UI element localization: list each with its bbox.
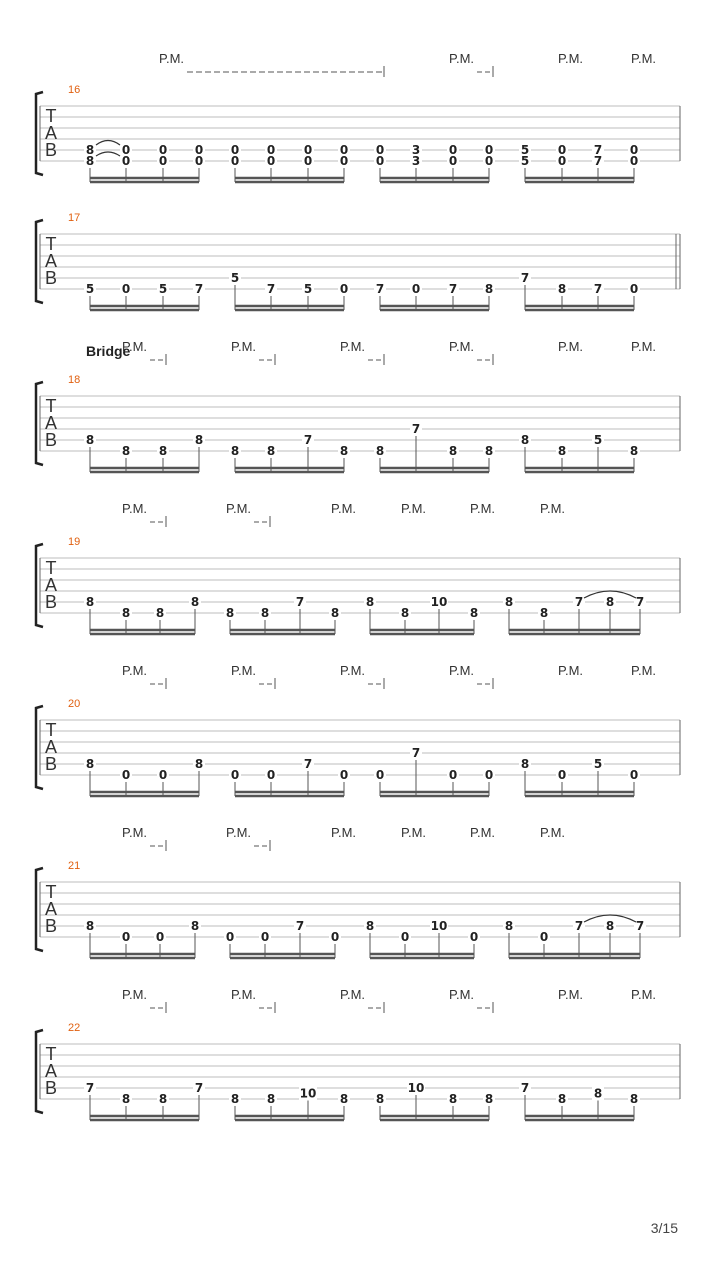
fret-number: 0 xyxy=(375,143,385,157)
fret-number: 0 xyxy=(539,930,549,944)
fret-number: 8 xyxy=(484,1092,494,1106)
fret-number: 0 xyxy=(158,143,168,157)
fret-number: 7 xyxy=(411,746,421,760)
fret-number: 7 xyxy=(574,919,584,933)
tab-clef-letter: B xyxy=(44,916,58,936)
fret-number: 0 xyxy=(339,768,349,782)
tie-arc xyxy=(96,152,120,156)
palm-mute-marking: P.M. xyxy=(231,663,257,678)
fret-number: 0 xyxy=(557,768,567,782)
palm-mute-marking: P.M. xyxy=(226,501,252,516)
fret-number: 8 xyxy=(504,595,514,609)
fret-number: 8 xyxy=(520,757,530,771)
palm-mute-marking: P.M. xyxy=(631,663,657,678)
fret-number: 8 xyxy=(330,606,340,620)
fret-number: 7 xyxy=(266,282,276,296)
bar-number: 21 xyxy=(68,860,81,872)
fret-number: 0 xyxy=(629,154,639,168)
palm-mute-marking: P.M. xyxy=(401,501,427,516)
tab-clef-letter: A xyxy=(44,251,58,271)
tab-clef-letter: A xyxy=(44,737,58,757)
fret-number: 8 xyxy=(605,919,615,933)
fret-number: 7 xyxy=(593,282,603,296)
tab-clef-letter: A xyxy=(44,123,58,143)
fret-number: 8 xyxy=(557,444,567,458)
fret-number: 0 xyxy=(266,768,276,782)
fret-number: 0 xyxy=(121,768,131,782)
bar-number: 19 xyxy=(68,536,81,548)
fret-number: 3 xyxy=(411,143,421,157)
fret-number: 8 xyxy=(158,1092,168,1106)
fret-number: 0 xyxy=(121,282,131,296)
fret-number: 8 xyxy=(448,444,458,458)
fret-number: 8 xyxy=(593,1086,603,1101)
fret-number: 7 xyxy=(375,282,385,296)
tab-clef-letter: A xyxy=(44,413,58,433)
fret-number: 5 xyxy=(520,154,530,168)
fret-number: 8 xyxy=(484,282,494,296)
tab-clef-letter: B xyxy=(44,140,58,160)
fret-number: 0 xyxy=(339,143,349,157)
fret-number: 0 xyxy=(266,143,276,157)
fret-number: 0 xyxy=(375,768,385,782)
fret-number: 0 xyxy=(448,143,458,157)
tab-clef-letter: B xyxy=(44,1078,58,1098)
fret-number: 8 xyxy=(85,919,95,933)
fret-number: 8 xyxy=(375,1092,385,1106)
fret-number: 0 xyxy=(194,143,204,157)
fret-number: 8 xyxy=(484,444,494,458)
fret-number: 0 xyxy=(260,930,270,944)
palm-mute-marking: P.M. xyxy=(540,501,566,516)
fret-number: 0 xyxy=(194,154,204,168)
fret-number: 5 xyxy=(158,282,168,296)
fret-number: 0 xyxy=(629,143,639,157)
palm-mute-marking: P.M. xyxy=(558,339,584,354)
fret-number: 0 xyxy=(158,768,168,782)
fret-number: 7 xyxy=(194,282,204,296)
fret-number: 10 xyxy=(407,1081,425,1095)
tab-clef-letter: T xyxy=(45,1044,57,1064)
fret-number: 8 xyxy=(266,444,276,458)
palm-mute-marking: P.M. xyxy=(340,663,366,678)
fret-number: 8 xyxy=(629,444,639,458)
fret-number: 0 xyxy=(448,768,458,782)
fret-number: 8 xyxy=(260,606,270,620)
fret-number: 7 xyxy=(411,422,421,436)
tab-clef-letter: T xyxy=(45,106,57,126)
fret-number: 8 xyxy=(85,154,95,168)
fret-number: 7 xyxy=(593,143,603,157)
bar-number: 18 xyxy=(68,374,81,386)
fret-number: 0 xyxy=(230,154,240,168)
palm-mute-marking: P.M. xyxy=(401,825,427,840)
tab-clef-letter: A xyxy=(44,575,58,595)
fret-number: 7 xyxy=(635,595,645,609)
fret-number: 0 xyxy=(557,154,567,168)
fret-number: 8 xyxy=(155,606,165,620)
palm-mute-marking: P.M. xyxy=(449,663,475,678)
bar-number: 17 xyxy=(68,212,81,224)
fret-number: 8 xyxy=(339,1092,349,1106)
palm-mute-marking: P.M. xyxy=(449,51,475,66)
fret-number: 8 xyxy=(266,1092,276,1106)
tab-clef-letter: B xyxy=(44,430,58,450)
fret-number: 7 xyxy=(295,919,305,933)
fret-number: 7 xyxy=(520,271,530,285)
palm-mute-marking: P.M. xyxy=(449,339,475,354)
fret-number: 8 xyxy=(121,1092,131,1106)
fret-number: 8 xyxy=(557,1092,567,1106)
fret-number: 8 xyxy=(400,606,410,620)
fret-number: 0 xyxy=(121,143,131,157)
fret-number: 0 xyxy=(400,930,410,944)
fret-number: 0 xyxy=(411,282,421,296)
fret-number: 0 xyxy=(484,154,494,168)
fret-number: 7 xyxy=(635,919,645,933)
palm-mute-marking: P.M. xyxy=(122,987,148,1002)
section-label: Bridge xyxy=(86,343,131,359)
palm-mute-marking: P.M. xyxy=(122,663,148,678)
fret-number: 0 xyxy=(448,154,458,168)
fret-number: 0 xyxy=(339,154,349,168)
bar-number: 20 xyxy=(68,698,81,710)
tab-clef-letter: T xyxy=(45,882,57,902)
fret-number: 0 xyxy=(484,768,494,782)
fret-number: 0 xyxy=(303,143,313,157)
fret-number: 5 xyxy=(303,282,313,296)
fret-number: 0 xyxy=(225,930,235,944)
fret-number: 7 xyxy=(303,433,313,447)
fret-number: 7 xyxy=(194,1081,204,1095)
tie-arc xyxy=(96,141,120,146)
fret-number: 8 xyxy=(194,757,204,771)
fret-number: 8 xyxy=(85,595,95,609)
fret-number: 7 xyxy=(593,154,603,168)
fret-number: 7 xyxy=(85,1081,95,1095)
fret-number: 8 xyxy=(504,919,514,933)
fret-number: 8 xyxy=(605,595,615,609)
palm-mute-marking: P.M. xyxy=(470,825,496,840)
fret-number: 0 xyxy=(557,143,567,157)
fret-number: 7 xyxy=(448,282,458,296)
fret-number: 10 xyxy=(430,595,448,609)
fret-number: 8 xyxy=(194,433,204,447)
fret-number: 0 xyxy=(121,154,131,168)
tab-clef-letter: B xyxy=(44,268,58,288)
fret-number: 7 xyxy=(295,595,305,609)
fret-number: 8 xyxy=(190,919,200,933)
fret-number: 8 xyxy=(121,606,131,620)
fret-number: 8 xyxy=(365,919,375,933)
fret-number: 8 xyxy=(520,433,530,447)
palm-mute-marking: P.M. xyxy=(540,825,566,840)
palm-mute-marking: P.M. xyxy=(226,825,252,840)
palm-mute-marking: P.M. xyxy=(159,51,185,66)
palm-mute-marking: P.M. xyxy=(331,501,357,516)
tab-clef-letter: B xyxy=(44,592,58,612)
tab-clef-letter: A xyxy=(44,1061,58,1081)
tab-clef-letter: B xyxy=(44,754,58,774)
palm-mute-marking: P.M. xyxy=(470,501,496,516)
fret-number: 8 xyxy=(557,282,567,296)
palm-mute-marking: P.M. xyxy=(631,987,657,1002)
fret-number: 8 xyxy=(230,1092,240,1106)
fret-number: 8 xyxy=(469,606,479,620)
fret-number: 8 xyxy=(85,433,95,447)
fret-number: 5 xyxy=(230,271,240,285)
tab-clef-letter: T xyxy=(45,558,57,578)
fret-number: 8 xyxy=(365,595,375,609)
tab-clef-letter: T xyxy=(45,720,57,740)
palm-mute-marking: P.M. xyxy=(340,987,366,1002)
fret-number: 8 xyxy=(230,444,240,458)
fret-number: 0 xyxy=(158,154,168,168)
palm-mute-marking: P.M. xyxy=(231,987,257,1002)
fret-number: 0 xyxy=(339,282,349,296)
fret-number: 8 xyxy=(121,444,131,458)
fret-number: 8 xyxy=(539,606,549,620)
fret-number: 7 xyxy=(574,595,584,609)
palm-mute-marking: P.M. xyxy=(331,825,357,840)
fret-number: 5 xyxy=(85,282,95,296)
fret-number: 0 xyxy=(629,282,639,296)
fret-number: 8 xyxy=(375,444,385,458)
fret-number: 0 xyxy=(629,768,639,782)
fret-number: 8 xyxy=(85,757,95,771)
fret-number: 0 xyxy=(469,930,479,944)
fret-number: 3 xyxy=(411,154,421,168)
fret-number: 8 xyxy=(158,444,168,458)
bar-number: 22 xyxy=(68,1022,81,1034)
fret-number: 5 xyxy=(520,143,530,157)
palm-mute-marking: P.M. xyxy=(558,663,584,678)
fret-number: 10 xyxy=(430,919,448,933)
fret-number: 8 xyxy=(448,1092,458,1106)
palm-mute-marking: P.M. xyxy=(558,987,584,1002)
fret-number: 0 xyxy=(330,930,340,944)
fret-number: 0 xyxy=(230,143,240,157)
palm-mute-marking: P.M. xyxy=(231,339,257,354)
fret-number: 0 xyxy=(121,930,131,944)
tab-clef-letter: A xyxy=(44,899,58,919)
bar-number: 16 xyxy=(68,84,81,96)
fret-number: 0 xyxy=(230,768,240,782)
tab-clef-letter: T xyxy=(45,396,57,416)
fret-number: 8 xyxy=(339,444,349,458)
fret-number: 7 xyxy=(303,757,313,771)
palm-mute-marking: P.M. xyxy=(122,825,148,840)
fret-number: 0 xyxy=(266,154,276,168)
palm-mute-marking: P.M. xyxy=(558,51,584,66)
palm-mute-marking: P.M. xyxy=(449,987,475,1002)
palm-mute-marking: P.M. xyxy=(631,51,657,66)
fret-number: 0 xyxy=(484,143,494,157)
fret-number: 8 xyxy=(225,606,235,620)
fret-number: 8 xyxy=(85,143,95,157)
palm-mute-marking: P.M. xyxy=(122,339,148,354)
fret-number: 8 xyxy=(629,1092,639,1106)
fret-number: 0 xyxy=(303,154,313,168)
fret-number: 0 xyxy=(375,154,385,168)
palm-mute-marking: P.M. xyxy=(122,501,148,516)
fret-number: 7 xyxy=(520,1081,530,1095)
palm-mute-marking: P.M. xyxy=(340,339,366,354)
page-number: 3/15 xyxy=(650,1220,678,1236)
fret-number: 0 xyxy=(155,930,165,944)
palm-mute-marking: P.M. xyxy=(631,339,657,354)
tab-clef-letter: T xyxy=(45,234,57,254)
fret-number: 8 xyxy=(190,595,200,609)
fret-number: 5 xyxy=(593,433,603,447)
fret-number: 5 xyxy=(593,757,603,771)
fret-number: 10 xyxy=(299,1086,317,1101)
